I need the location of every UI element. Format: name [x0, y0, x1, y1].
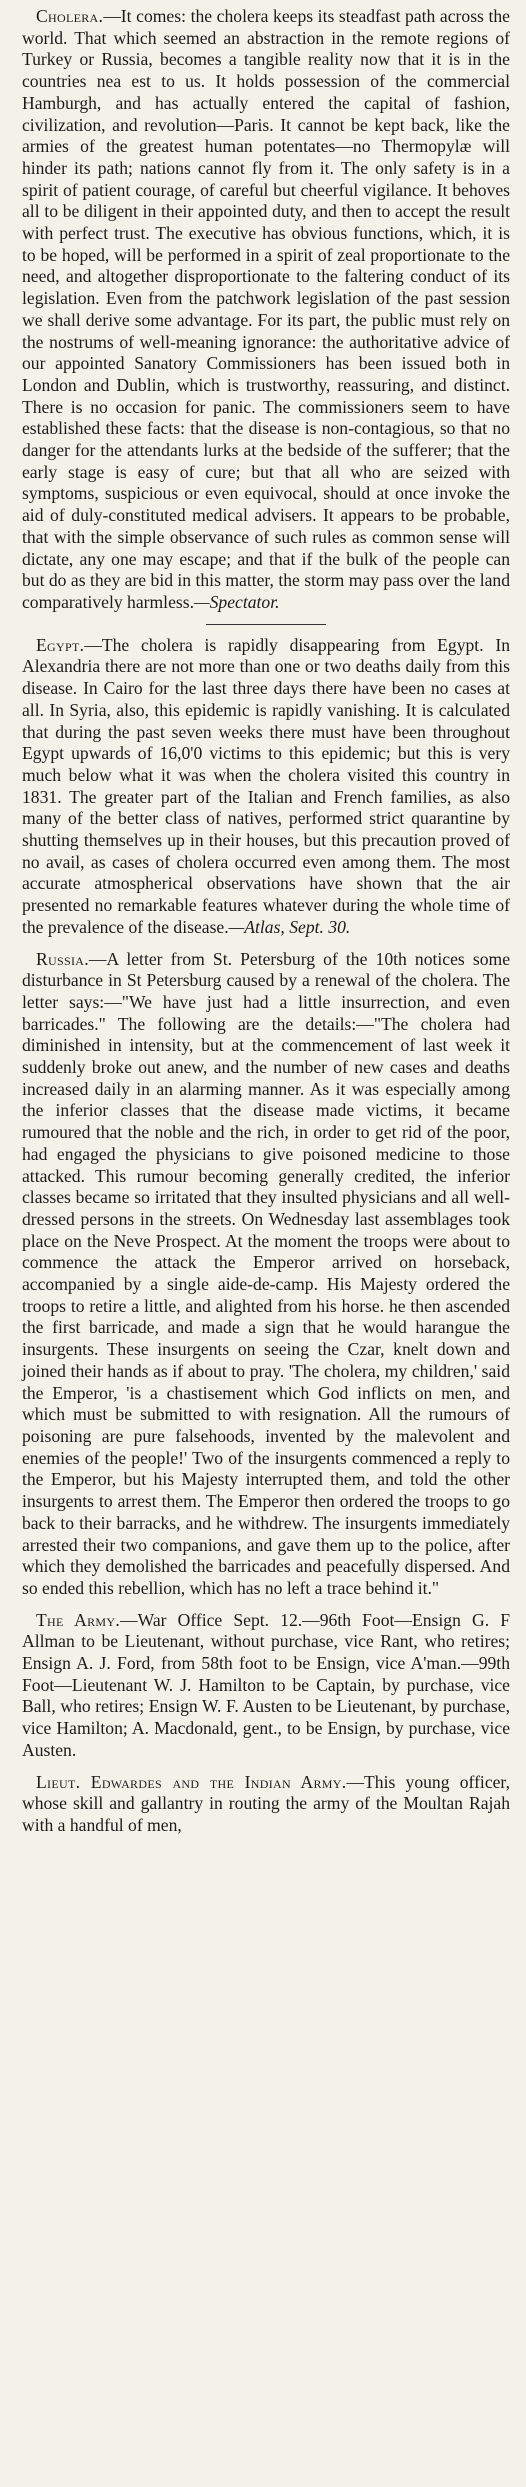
article-egypt — [22, 635, 510, 939]
article-body: —War Office Sept. 12.—96th Foot—Ensign G. F Allman to be Lieutenant, without purchase, vice Rant, who retires; Ensign A. J. Ford, from 58th foot to be Ensign, vice A'man.—99th Foot—Lieutenant W. J. Hamilton to be Captain, by purchase, vice Ball, who retires; Ensign W. F. Austen to be Lieutenant, by purchase, vice Hamilton; A. Macdonald, gent., to be Ensign, by purchase, vice Austen. — [22, 1609, 510, 1760]
article-russia — [22, 949, 510, 1600]
article-cholera — [22, 6, 510, 614]
article-heading: Russia. — [36, 948, 89, 969]
article-edwardes — [22, 1772, 510, 1837]
article-body: —The cholera is rapidly disappearing from Egypt. In Alexandria there are not more than one or two deaths daily from this disease. In Cairo for the last three days there have been no cases at all. In Syria, also, this epidemic is rapidly vanishing. It is calculated that during the past seven weeks there must have been throughout Egypt upwards of 16,0'0 victims to this epidemic; but this is very much below what it was when the cholera visited this country in 1831. The greater part of the Italian and French families, as also many of the better class of natives, performed strict quarantine by shutting themselves up in their houses, but this precaution proved of no avail, as cases of cholera occurred even among them. The most accurate atmospherical observations have shown that the air presented no remarkable features whatever during the whole time of the prevalence of the disease. — [22, 634, 510, 937]
article-heading: Lieut. Edwardes and the Indian Army. — [36, 1771, 347, 1792]
article-source: —Spectator. — [193, 591, 280, 612]
article-heading: Cholera. — [36, 6, 104, 26]
article-body: —It comes: the cholera keeps its steadfast path across the world. That which seemed an abstraction in the remote regions of Turkey or Russia, becomes a tangible reality now that it is in the countries nea est to us. It holds possession of the commercial Hamburgh, and has actually entered the capital of fashion, civilization, and revolution—Paris. It cannot be kept back, like the armies of the greatest human potentates—no Thermopylæ will hinder its path; nations cannot fly from it. The only safety is in a spirit of patient courage, of careful but cheerful vigilance. It behoves all to be diligent in their appointed duty, and then to accept the result with perfect trust. The executive has obvious functions, which, it is to be hoped, will be performed in a spirit of zeal proportionate to the need, and altogether disproportionate to the faltering conduct of its legislation. Even from the patchwork legislation of the past session we shall derive some advantage. For its part, the public must rely on the nostrums of well-meaning ignorance: the authoritative advice of our appointed Sanatory Commissioners has been issued both in London and Dublin, which is trustworthy, reassuring, and distinct. There is no occasion for panic. The commissioners seem to have established these facts: that the disease is non-contagious, so that no danger for the attendants lurks at the bedside of the sufferer; that the early stage is easy of cure; but that all who are seized with symptoms, suspicious or even equivocal, should at once invoke the aid of duly-constituted medical advisers. It appears to be probable, that with the simple observance of such rules as common sense will dictate, any one may escape; and that if the bulk of the people can but do as they are bid in this matter, the storm may pass over the land comparatively harmless. — [22, 6, 510, 612]
article-army — [22, 1610, 510, 1762]
article-heading: Egypt. — [36, 634, 85, 655]
article-body: —This young officer, whose skill and gallantry in routing the army of the Moultan Rajah with a handful of men, — [22, 1771, 510, 1835]
article-heading: The Army. — [36, 1609, 121, 1630]
article-source: —Atlas, Sept. 30. — [228, 916, 351, 937]
article-body: —A letter from St. Petersburg of the 10th notices some disturbance in St Petersburg caused by a renewal of the cholera. The letter says:—"We have just had a little insurrection, and even barricades." The following are the details:—"The cholera had diminished in intensity, but at the commencement of last week it suddenly broke out anew, and the number of new cases and deaths increased daily in an alarming manner. As it was especially among the inferior classes that the disease made victims, it became rumoured that the noble and the rich, in order to get rid of the poor, had engaged the physicians to give poisoned medicine to those attacked. This rumour becoming generally credited, the inferior classes became so irritated that they insulted physicians and all well-dressed persons in the streets. On Wednesday last assemblages took place on the Neve Prospect. At the moment the troops were about to commence the attack the Emperor arrived on horseback, accompanied by a single aide-de-camp. His Majesty ordered the troops to retire a little, and alighted from his horse. he then ascended the first barricade, and made a sign that he would harangue the insurgents. These insurgents on seeing the Czar, knelt down and joined their hands as if about to pray. 'The cholera, my children,' said the Emperor, 'is a chastisement which God inflicts on men, and which must be submitted to with resignation. All the rumours of poisoning are pure falsehoods, invented by the malevolent and enemies of the people!' Two of the insurgents commenced a reply to the Emperor, but his Majesty interrupted them, and told the other insurgents to arrest them. The Emperor then ordered the troops to go back to their barracks, and he withdrew. The insurgents immediately arrested their two companions, and gave them up to the police, after which they demolished the barricades and peacefully dispersed. And so ended this rebellion, which has no left a trace behind it." — [22, 948, 510, 1598]
column-divider — [206, 624, 326, 625]
